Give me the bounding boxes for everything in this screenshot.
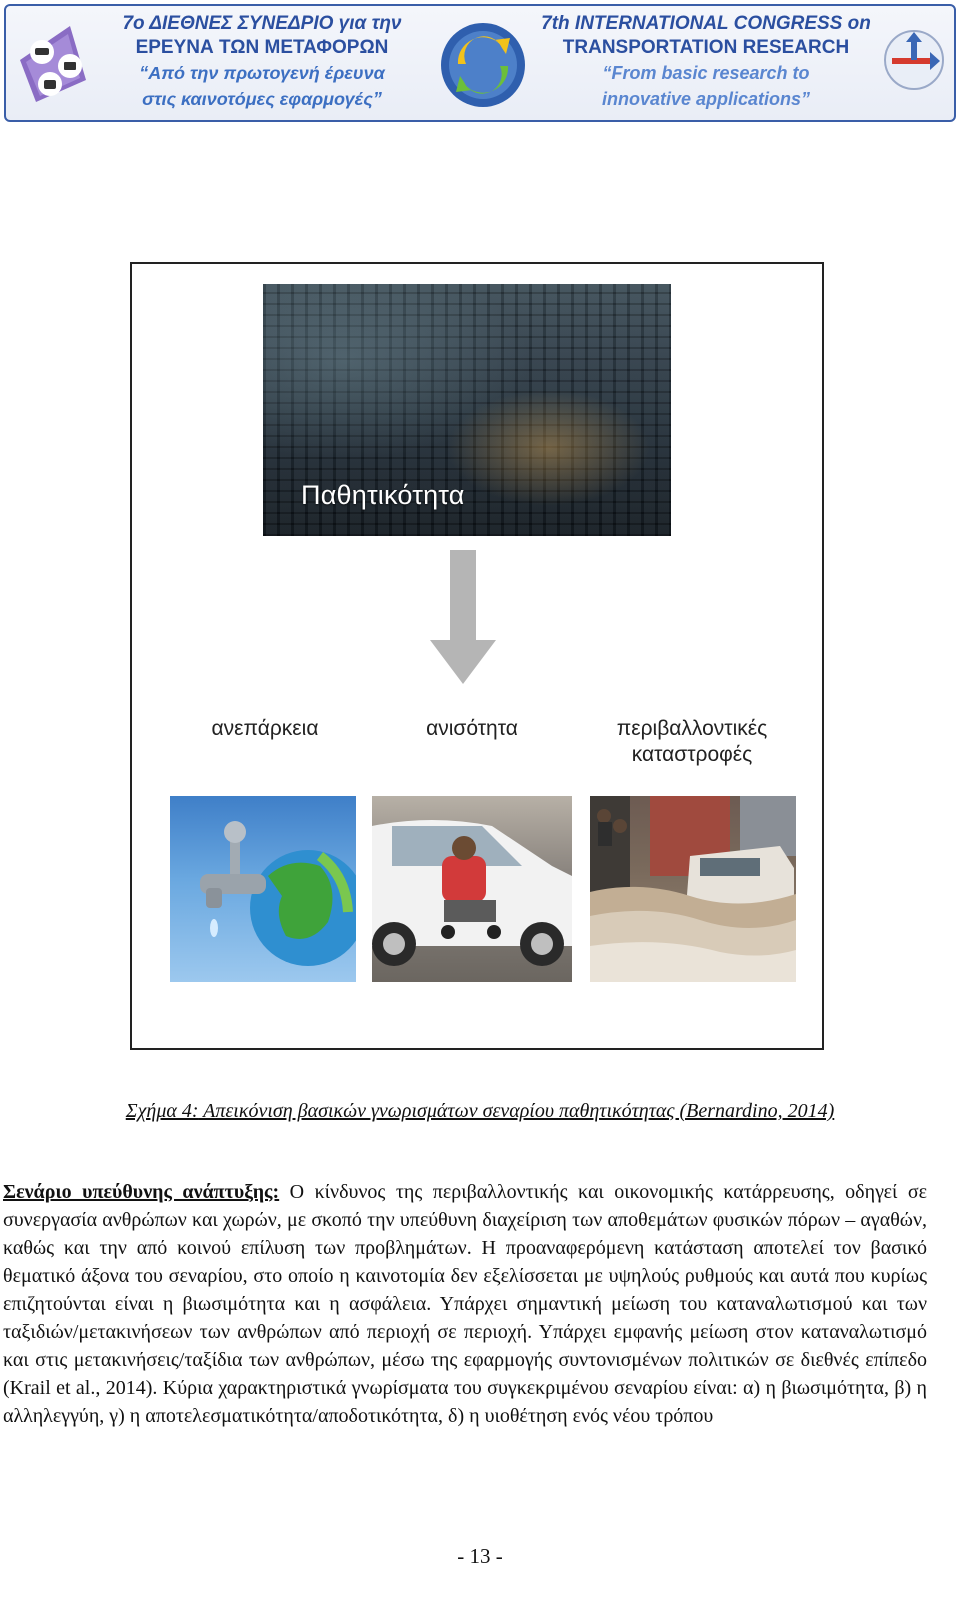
category-label-inadequacy: ανεπάρκεια [211,717,319,740]
figure-frame [130,262,824,1050]
english-subtitle-line1: “From basic research to [602,63,810,83]
down-arrow-icon [430,550,496,686]
road-sign-logo-icon [882,28,946,92]
dystopian-city-image [263,284,671,536]
greek-research-line: ΕΡΕΥΝΑ ΤΩΝ ΜΕΤΑΦΟΡΩΝ [135,37,389,58]
english-congress-line: 7th INTERNATIONAL CONGRESS on [541,13,871,34]
person-on-cart-image [372,796,572,982]
english-subtitle-line2: innovative applications” [601,89,811,109]
flood-image [590,796,796,982]
category-label-line2: καταστροφές [631,743,753,766]
greek-subtitle-line1: “Από την πρωτογενή έρευνα [139,63,385,83]
english-title-block [526,12,886,112]
caption-label: Σχήμα 4: [125,1100,199,1122]
english-research-line: TRANSPORTATION RESEARCH [562,37,850,58]
car-and-cart-illustration [372,796,572,982]
greek-title-block [102,12,422,112]
caption-text: Απεικόνιση βασικών γνωρισμάτων σεναρίου παθητικότητας (Bernardino, 2014) [198,1100,835,1122]
scenario-heading: Σενάριο υπεύθυνης ανάπτυξης: [3,1181,280,1203]
figure-caption [0,1100,960,1123]
flood-with-car-illustration [590,796,796,982]
recycle-globe-logo-icon [438,20,528,110]
body-paragraph [3,1178,927,1430]
water-tap-globe-image [170,796,356,982]
category-label-inequality: ανισότητα [426,717,518,740]
water-tap-globe-illustration [170,796,356,982]
greek-subtitle-line2: στις καινοτόμες εφαρμογές” [142,89,382,109]
scenario-description: Ο κίνδυνος της περιβαλλοντικής και οικονομικής κατάρρευσης, οδηγεί σε συνεργασία ανθρώπων και χωρών, με σκοπό την υπεύθυνη διαχείριση των αποθεμάτων φυσικών πόρων – αγαθών, καθώς και την από κοινού επίλυση των προβλημάτων. Η προαναφερόμενη κατάσταση αποτελεί τον βασικό θεματικό άξονα του σεναρίου, στο οποίο η καινοτομία δεν εξελίσσεται με υψηλούς ρυθμούς και αυτά που κυρίως επιζητούνται είναι η βιωσιμότητα και η ασφάλεια. Υπάρχει σημαντική μείωση του καταναλωτισμού και των ταξιδιών/μετακινήσεων των ανθρώπων από περιοχή σε περιοχή. Υπάρχει εμφανής μείωση στον καταναλωτισμό και στις μετακινήσεις/ταξίδια των ανθρώπων, μέσω της εφαρμογής συντονισμένων πολιτικών σε διεθνές επίπεδο (Krail et al., 2014). Κύρια χαρακτηριστικά γνωρίσματα του συγκεκριμένου σεναρίου είναι: α) η βιωσιμότητα, β) η αλληλεγγύη, γ) η αποτελεσματικότητα/αποδοτικότητα, δ) η υιοθέτηση ενός νέου τρόπου [3,1181,928,1427]
page-number: - 13 - [457,1544,503,1568]
greek-congress-line: 7ο ΔΙΕΘΝΕΣ ΣΥΝΕΔΡΙΟ για την [122,13,402,34]
transport-modes-logo-icon [16,20,100,108]
conference-banner [4,4,956,122]
figure-main-title: Παθητικότητα [301,480,465,510]
category-label-line1: περιβαλλοντικές [616,717,768,740]
category-label-environmental-disasters [592,716,792,768]
